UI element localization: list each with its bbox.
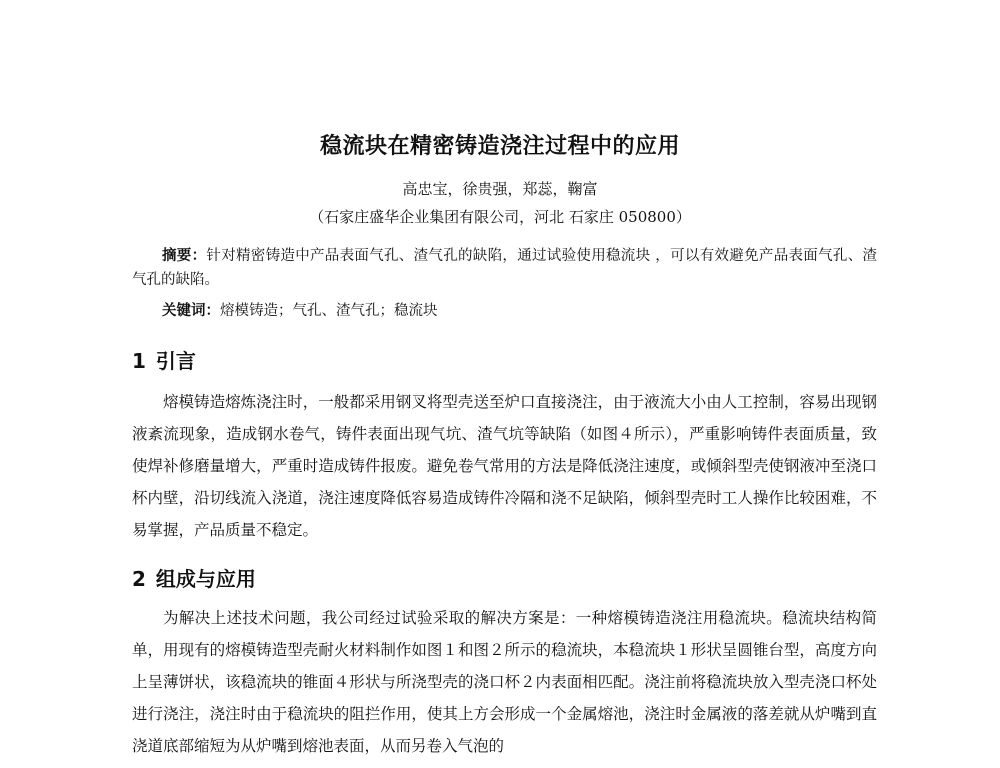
keywords (162, 299, 877, 323)
paper-title: 稳流块在精密铸造浇注过程中的应用 (319, 134, 680, 159)
section-number: 1 (132, 349, 146, 373)
author-list: 高忠宝，徐贵强，郑蕊，鞠富 (402, 180, 598, 198)
abstract-label: 摘要： (162, 248, 207, 264)
section-heading-introduction (132, 348, 196, 374)
section-heading-composition-application (132, 566, 256, 592)
keywords-label: 关键词： (162, 303, 220, 319)
section-title: 引言 (155, 349, 196, 373)
author-affiliation: （石家庄盛华企业集团有限公司，河北 石家庄 050800） (309, 208, 691, 226)
abstract-text: 针对精密铸造中产品表面气孔、渣气孔的缺陷，通过试验使用稳流块 ，可以有效避免产品表面气孔、渣气孔的缺陷。 (132, 248, 878, 288)
keywords-text: 熔模铸造；气孔、渣气孔；稳流块 (220, 303, 438, 319)
abstract (132, 244, 877, 292)
section-title: 组成与应用 (155, 567, 256, 591)
section-paragraph-composition-application: 为解决上述技术问题，我公司经过试验采取的解决方案是：一种熔模铸造浇注用稳流块。稳流块结构简单，用现有的熔模铸造型壳耐火材料制作如图１和图２所示的稳流块，本稳流块１形状呈圆锥台型，高度方向上呈薄饼状，该稳流块的锥面４形状与所浇型壳的浇口杯２内表面相匹配。浇注前将稳流块放入型壳浇口杯处进行浇注，浇注时由于稳流块的阻拦作用，使其上方会形成一个金属熔池，浇注时金属液的落差就从炉嘴到直浇道底部缩短为从炉嘴到熔池表面，从而另卷入气泡的 (132, 609, 877, 755)
section-paragraph-introduction: 熔模铸造熔炼浇注时，一般都采用钢叉将型壳送至炉口直接浇注，由于液流大小由人工控制，容易出现钢液紊流现象，造成钢水卷气，铸件表面出现气坑、渣气坑等缺陷（如图４所示），严重影响铸件表面质量，致使焊补修磨量增大，严重时造成铸件报废。避免卷气常用的方法是降低浇注速度，或倾斜型壳使钢液冲至浇口杯内壁，沿切线流入浇道，浇注速度降低容易造成铸件冷隔和浇不足缺陷，倾斜型壳时工人操作比较困难，不易掌握，产品质量不稳定。 (132, 393, 877, 539)
section-number: 2 (132, 567, 146, 591)
